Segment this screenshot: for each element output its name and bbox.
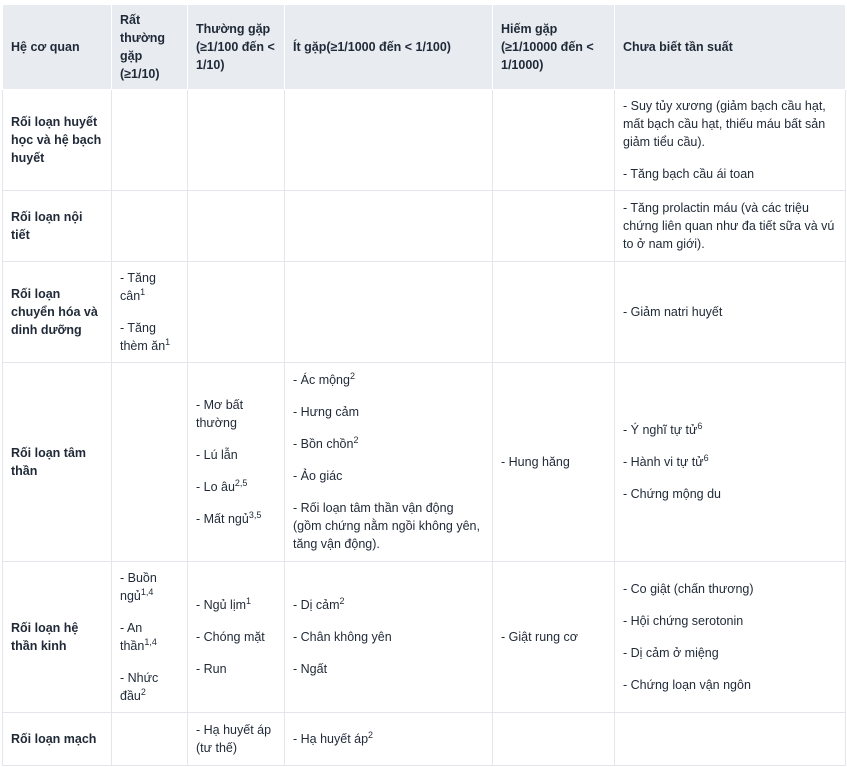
effect-item: - Ảo giác [293, 469, 343, 483]
unknown-cell [615, 262, 846, 363]
adverse-effects-table [2, 4, 846, 766]
footnote-ref: 1 [140, 286, 146, 297]
effect-item: - Tăng bạch cầu ái toan [623, 167, 755, 181]
table-row [3, 562, 846, 713]
very-common-cell [112, 713, 188, 766]
effect-item: - Ý nghĩ tự tử$^6$ [623, 420, 703, 437]
rare-cell [493, 262, 615, 363]
header-common: Thường gặp (≥1/100 đến < 1/10) [188, 5, 285, 90]
very-common-cell [112, 90, 188, 191]
effect-item: - Rối loạn tâm thần vận động (gồm chứng nằm ngồi không yên, tăng vận động). [293, 501, 480, 551]
organ-system-cell: Rối loạn mạch [3, 713, 112, 766]
footnote-ref: 1,4 [140, 586, 154, 597]
effect-item: - Tăng cân$^1$ [120, 271, 156, 303]
effect-item: - Ngủ lịm$^1$ [196, 595, 252, 612]
effect-item: - Hành vi tự tử$^6$ [623, 452, 709, 469]
rare-cell [493, 90, 615, 191]
unknown-cell [615, 90, 846, 191]
effect-item: - Run [196, 662, 227, 676]
effect-item: - Mất ngủ$^{3,5}$ [196, 509, 262, 526]
uncommon-cell [285, 191, 493, 262]
footnote-ref: 3,5 [248, 509, 262, 520]
effect-item: - Mơ bất thường [196, 398, 244, 430]
organ-system-cell: Rối loạn hệ thần kinh [3, 562, 112, 713]
uncommon-cell [285, 363, 493, 562]
effect-item: - Suy tủy xương (giảm bạch cầu hạt, mất bạch cầu hạt, thiếu máu bất sản giảm tiểu cầu). [623, 99, 826, 149]
unknown-cell [615, 713, 846, 766]
table-row [3, 90, 846, 191]
effect-item: - Buồn ngủ$^{1,4}$ [120, 571, 157, 603]
organ-system-cell: Rối loạn tâm thần [3, 363, 112, 562]
footnote-ref: 1 [165, 336, 171, 347]
effect-item: - Hạ huyết $áp^2$ [293, 729, 374, 746]
rare-cell [493, 562, 615, 713]
footnote-ref: 2 [339, 595, 345, 606]
uncommon-cell [285, 562, 493, 713]
unknown-cell [615, 562, 846, 713]
organ-system-cell: Rối loạn huyết học và hệ bạch huyết [3, 90, 112, 191]
common-cell [188, 713, 285, 766]
footnote-ref: 2 [353, 434, 359, 445]
effect-item: - Dị cảm ở miệng [623, 646, 719, 660]
uncommon-cell [285, 90, 493, 191]
table-row [3, 191, 846, 262]
header-uncommon: Ít gặp(≥1/1000 đến < 1/100) [285, 5, 493, 90]
header-rare: Hiếm gặp (≥1/10000 đến < 1/1000) [493, 5, 615, 90]
footnote-ref: 2 [349, 370, 355, 381]
effect-item: - Tăng thèm $ăn^1$ [120, 321, 171, 353]
effect-item: - Co giật (chấn thương) [623, 582, 754, 596]
footnote-ref: 2 [368, 729, 374, 740]
unknown-cell [615, 363, 846, 562]
effect-item: - Ngất [293, 662, 328, 676]
effect-item: - Giảm natri huyết [623, 305, 723, 319]
footnote-ref: 6 [697, 420, 703, 431]
uncommon-cell [285, 713, 493, 766]
effect-item: - Ác mộng$^2$ [293, 370, 355, 387]
effect-item: - Tăng prolactin máu (và các triệu chứng liên quan như đa tiết sữa và vú to ở nam giới). [623, 201, 835, 251]
effect-item: - Lo âu$^{2,5}$ [196, 477, 248, 494]
effect-item: - Giật rung cơ [501, 630, 578, 644]
effect-item: - Nhức đầu$^2$ [120, 671, 159, 703]
rare-cell [493, 191, 615, 262]
footnote-ref: 1 [246, 595, 252, 606]
very-common-cell [112, 262, 188, 363]
effect-item: - Chứng loạn vận ngôn [623, 678, 751, 692]
table-row [3, 713, 846, 766]
effect-item: - Hạ huyết áp (tư thế) [196, 723, 272, 755]
organ-system-cell: Rối loạn chuyển hóa và dinh dưỡng [3, 262, 112, 363]
effect-item: - Bồn chồn$^2$ [293, 434, 359, 451]
header-very-common: Rất thường gặp (≥1/10) [112, 5, 188, 90]
table-row [3, 262, 846, 363]
table-header-row [3, 5, 846, 90]
rare-cell [493, 713, 615, 766]
unknown-cell [615, 191, 846, 262]
footnote-ref: 2,5 [234, 477, 248, 488]
common-cell [188, 262, 285, 363]
effect-item: - Hung hăng [501, 455, 570, 469]
common-cell [188, 562, 285, 713]
effect-item: - Hội chứng serotonin [623, 614, 744, 628]
header-unknown: Chưa biết tần suất [615, 5, 846, 90]
common-cell [188, 90, 285, 191]
very-common-cell [112, 191, 188, 262]
footnote-ref: 1,4 [144, 636, 157, 647]
common-cell [188, 363, 285, 562]
effect-item: - An thần$^{1,4}$ [120, 621, 157, 653]
very-common-cell [112, 363, 188, 562]
effect-item: - Dị cảm$^2$ [293, 595, 345, 612]
very-common-cell [112, 562, 188, 713]
effect-item: - Chóng mặt [196, 630, 265, 644]
footnote-ref: 2 [140, 686, 146, 697]
effect-item: - Chứng mộng du [623, 487, 722, 501]
organ-system-cell: Rối loạn nội tiết [3, 191, 112, 262]
table-row [3, 363, 846, 562]
common-cell [188, 191, 285, 262]
rare-cell [493, 363, 615, 562]
footnote-ref: 6 [703, 452, 709, 463]
effect-item: - Lú lẫn [196, 448, 238, 462]
uncommon-cell [285, 262, 493, 363]
effect-item: - Chân không yên [293, 630, 392, 644]
effect-item: - Hưng cảm [293, 405, 360, 419]
header-organ: Hệ cơ quan [3, 5, 112, 90]
